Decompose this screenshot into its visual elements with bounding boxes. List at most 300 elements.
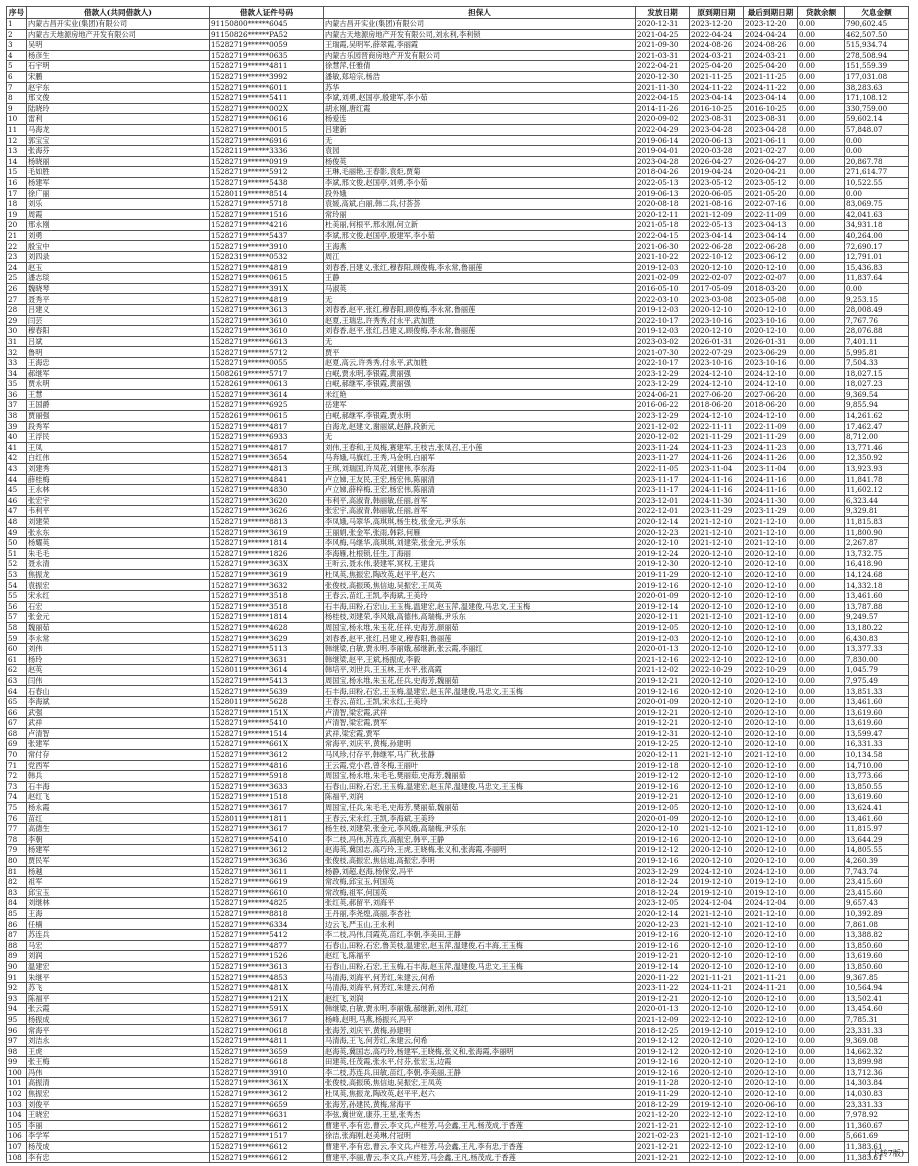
cell-original-due: 2027-06-20 [690,389,744,400]
cell-loan-balance: 0.00 [798,410,845,421]
cell-loan-balance: 0.00 [798,569,845,580]
cell-original-due: 2020-12-10 [690,697,744,708]
cell-issue-date: 2022-10-17 [636,315,690,326]
table-row [7,930,909,941]
cell-guarantor: 王静 [324,273,636,284]
cell-loan-balance: 0.00 [798,485,845,496]
cell-interest-owed: 13,644.29 [845,834,909,845]
cell-interest-owed: 177,031.08 [845,71,909,82]
cell-id-number: 15282719******4216 [210,220,324,231]
cell-borrower: 宋永红 [27,591,210,602]
cell-final-due: 2020-12-10 [744,834,798,845]
cell-issue-date: 2023-12-05 [636,898,690,909]
cell-original-due: 2020-12-10 [690,622,744,633]
cell-index: 94 [7,1004,27,1015]
cell-interest-owed: 5,661.69 [845,1131,909,1142]
cell-interest-owed: 13,388.82 [845,930,909,941]
cell-interest-owed: 11,602.12 [845,485,909,496]
cell-guarantor: 陈福平,刘润 [324,792,636,803]
cell-guarantor: 韦利平,高淑青,韩丽敏,任丽,首军 [324,495,636,506]
cell-final-due: 2020-12-10 [744,718,798,729]
cell-index: 25 [7,273,27,284]
cell-loan-balance: 0.00 [798,771,845,782]
cell-index: 49 [7,527,27,538]
cell-id-number: 15282719******6618 [210,1057,324,1068]
cell-issue-date: 2023-12-29 [636,866,690,877]
cell-original-due: 2024-03-21 [690,50,744,61]
cell-loan-balance: 0.00 [798,877,845,888]
cell-index: 18 [7,199,27,210]
cell-guarantor: 胡永刚,唐红霞 [324,103,636,114]
cell-borrower: 潘志琰 [27,273,210,284]
cell-issue-date: 2019-12-16 [636,580,690,591]
cell-issue-date: 2019-12-25 [636,739,690,750]
cell-final-due: 2020-12-10 [744,697,798,708]
cell-interest-owed: 15,436.83 [845,262,909,273]
table-row [7,167,909,178]
cell-final-due: 2020-12-10 [744,1004,798,1015]
cell-final-due: 2024-11-16 [744,485,798,496]
table-row [7,262,909,273]
cell-final-due: 2019-12-10 [744,877,798,888]
table-row [7,368,909,379]
cell-original-due: 2022-12-10 [690,1141,744,1152]
cell-interest-owed: 790,602.45 [845,19,909,30]
cell-id-number: 15282719******5410 [210,718,324,729]
cell-final-due: 2024-12-10 [744,368,798,379]
cell-guarantor: 贾平 [324,347,636,358]
cell-guarantor: 王琳,毛丽艳,王春影,袁炬,贾菊 [324,167,636,178]
cell-loan-balance: 0.00 [798,1088,845,1099]
cell-original-due: 2020-12-10 [690,633,744,644]
cell-original-due: 2020-12-10 [690,1067,744,1078]
cell-loan-balance: 0.00 [798,548,845,559]
cell-issue-date: 2023-11-17 [636,474,690,485]
cell-original-due: 2023-04-28 [690,124,744,135]
cell-guarantor: 韩培平,刘世兵,王玉林,王水平,张高霞 [324,665,636,676]
cell-loan-balance: 0.00 [798,326,845,337]
cell-final-due: 2020-12-10 [744,591,798,602]
cell-borrower: 焦振龙 [27,569,210,580]
table-row [7,686,909,697]
cell-issue-date: 2022-10-17 [636,358,690,369]
cell-borrower: 石丰海 [27,781,210,792]
cell-original-due: 2022-12-10 [690,1120,744,1131]
cell-interest-owed: 11,360.67 [845,1120,909,1131]
cell-final-due: 2022-11-09 [744,209,798,220]
cell-id-number: 15282719******002X [210,103,324,114]
cell-issue-date: 2021-12-16 [636,654,690,665]
cell-id-number: 15282719******0615 [210,273,324,284]
cell-id-number: 15282719******4628 [210,622,324,633]
cell-final-due: 2020-12-10 [744,739,798,750]
cell-id-number: 15282719******4813 [210,463,324,474]
cell-guarantor: 无 [324,294,636,305]
cell-issue-date: 2019-12-12 [636,771,690,782]
table-body [7,19,909,1163]
cell-index: 74 [7,792,27,803]
cell-issue-date: 2014-11-26 [636,103,690,114]
cell-original-due: 2024-12-10 [690,368,744,379]
cell-borrower: 张金元 [27,612,210,623]
cell-original-due: 2020-12-10 [690,802,744,813]
cell-interest-owed: 13,850.60 [845,940,909,951]
cell-issue-date: 2021-12-21 [636,1120,690,1131]
cell-guarantor: 杨俊英 [324,156,636,167]
table-row [7,1036,909,1047]
cell-borrower: 刘勇 [27,230,210,241]
cell-borrower: 祖军 [27,877,210,888]
cell-original-due: 2020-12-10 [690,993,744,1004]
cell-original-due: 2023-11-29 [690,506,744,517]
cell-original-due: 2020-12-10 [690,326,744,337]
table-row [7,527,909,538]
cell-issue-date: 2021-06-30 [636,241,690,252]
cell-final-due: 2023-05-12 [744,177,798,188]
cell-issue-date: 2023-12-29 [636,379,690,390]
table-row [7,940,909,951]
cell-final-due: 2021-11-29 [744,432,798,443]
cell-issue-date: 2019-12-16 [636,940,690,951]
cell-id-number: 15282719******5113 [210,644,324,655]
cell-original-due: 2020-12-10 [690,1046,744,1057]
cell-index: 12 [7,135,27,146]
cell-interest-owed: 28,008.49 [845,305,909,316]
cell-loan-balance: 0.00 [798,930,845,941]
cell-index: 37 [7,400,27,411]
cell-loan-balance: 0.00 [798,220,845,231]
table-row [7,919,909,930]
table-row [7,569,909,580]
cell-original-due: 2022-12-10 [690,654,744,665]
cell-id-number: 15282719******6933 [210,432,324,443]
cell-loan-balance: 0.00 [798,124,845,135]
cell-guarantor: 王春云,宋永红,王凯,李海斌,王美玲 [324,813,636,824]
cell-index: 48 [7,516,27,527]
cell-loan-balance: 0.00 [798,686,845,697]
cell-loan-balance: 0.00 [798,167,845,178]
cell-original-due: 2023-08-31 [690,114,744,125]
cell-issue-date: 2019-12-05 [636,622,690,633]
cell-index: 15 [7,167,27,178]
cell-final-due: 2022-12-10 [744,1120,798,1131]
cell-issue-date: 2018-12-29 [636,1099,690,1110]
table-row [7,601,909,612]
cell-final-due: 2020-12-10 [744,792,798,803]
cell-issue-date: 2019-12-03 [636,262,690,273]
cell-id-number: 15282719******0635 [210,50,324,61]
cell-borrower: 李丽 [27,1120,210,1131]
cell-interest-owed: 16,331.33 [845,739,909,750]
cell-guarantor: 曹建平,李丽,曹云,李文兵,卢桂芳,马会鑫,王凡,杨茂成,于香莲 [324,1152,636,1163]
cell-borrower: 贾丽强 [27,410,210,421]
cell-final-due: 2024-11-23 [744,442,798,453]
cell-id-number: 15282719******0015 [210,124,324,135]
cell-issue-date: 2019-12-18 [636,760,690,771]
cell-guarantor: 内蒙古乐园晋商房地产开发有限公司 [324,50,636,61]
cell-original-due: 2023-04-14 [690,93,744,104]
cell-index: 79 [7,845,27,856]
table-row [7,1110,909,1121]
cell-guarantor: 边云飞,严玉山,王永利 [324,919,636,930]
cell-loan-balance: 0.00 [798,792,845,803]
cell-id-number: 15282619******0613 [210,379,324,390]
cell-final-due: 2024-12-10 [744,379,798,390]
cell-borrower: 李学军 [27,1131,210,1142]
cell-interest-owed: 13,899.98 [845,1057,909,1068]
cell-loan-balance: 0.00 [798,718,845,729]
cell-borrower: 杨耀英 [27,538,210,549]
cell-loan-balance: 0.00 [798,951,845,962]
table-row [7,983,909,994]
cell-index: 60 [7,644,27,655]
cell-issue-date: 2020-12-14 [636,516,690,527]
cell-index: 59 [7,633,27,644]
cell-issue-date: 2020-01-09 [636,813,690,824]
table-row [7,220,909,231]
cell-index: 108 [7,1152,27,1163]
cell-final-due: 2023-12-20 [744,19,798,30]
cell-interest-owed: 20,867.78 [845,156,909,167]
cell-loan-balance: 0.00 [798,983,845,994]
cell-guarantor: 杨峰,赵明,马燕,杨振兴,冯平 [324,1014,636,1025]
cell-issue-date: 2019-04-01 [636,146,690,157]
cell-issue-date: 2019-12-21 [636,951,690,962]
cell-loan-balance: 0.00 [798,50,845,61]
cell-borrower: 陆晓玲 [27,103,210,114]
cell-id-number: 15282719******3612 [210,845,324,856]
cell-original-due: 2023-10-16 [690,358,744,369]
cell-loan-balance: 0.00 [798,591,845,602]
cell-loan-balance: 0.00 [798,1110,845,1121]
cell-issue-date: 2020-12-30 [636,71,690,82]
cell-id-number: 15282719******0055 [210,358,324,369]
cell-borrower: 王国爵 [27,400,210,411]
cell-interest-owed: 11,800.90 [845,527,909,538]
cell-guarantor: 吕建新 [324,124,636,135]
cell-guarantor: 杜凤英,焦振龙,陶改英,赵平平,赵六 [324,1088,636,1099]
cell-id-number: 15280119******5628 [210,697,324,708]
cell-loan-balance: 0.00 [798,114,845,125]
table-row [7,1152,909,1163]
cell-original-due: 2020-12-10 [690,1004,744,1015]
cell-borrower: 杨建军 [27,845,210,856]
cell-id-number: 15282719******5712 [210,347,324,358]
cell-guarantor: 常海平,刘庆平,黄梅,孙建明 [324,739,636,750]
cell-interest-owed: 34,931.18 [845,220,909,231]
cell-guarantor: 周国宝,杨永堆,朱玉花,任兵,史海芳,魏丽茹 [324,675,636,686]
cell-loan-balance: 0.00 [798,474,845,485]
cell-interest-owed: 5,995.81 [845,347,909,358]
cell-final-due: 2024-08-26 [744,40,798,51]
cell-original-due: 2021-12-09 [690,209,744,220]
cell-loan-balance: 0.00 [798,675,845,686]
cell-borrower: 杨振成 [27,1014,210,1025]
cell-guarantor: 马清海,王飞,何芳红,朱建云,何希 [324,1036,636,1047]
cell-issue-date: 2019-12-12 [636,1036,690,1047]
cell-borrower: 白红伟 [27,453,210,464]
cell-id-number: 15282719******6610 [210,887,324,898]
cell-guarantor: 张海芳,刘庆平,黄梅,孙建明 [324,1025,636,1036]
table-row [7,474,909,485]
cell-id-number: 15282719******4877 [210,940,324,951]
table-row [7,453,909,464]
cell-id-number: 15282719******8818 [210,908,324,919]
cell-original-due: 2020-12-10 [690,262,744,273]
cell-loan-balance: 0.00 [798,1014,845,1025]
cell-id-number: 15282719******4816 [210,760,324,771]
table-row [7,485,909,496]
table-row [7,898,909,909]
cell-id-number: 15282719******3659 [210,1046,324,1057]
cell-issue-date: 2019-12-16 [636,855,690,866]
cell-loan-balance: 0.00 [798,82,845,93]
cell-borrower: 张海芬 [27,146,210,157]
cell-issue-date: 2020-12-23 [636,919,690,930]
cell-guarantor: 赵红飞,刘润 [324,993,636,1004]
cell-interest-owed: 13,619.60 [845,707,909,718]
cell-original-due: 2022-10-29 [690,665,744,676]
cell-interest-owed: 7,743.74 [845,866,909,877]
cell-final-due: 2026-04-27 [744,156,798,167]
cell-loan-balance: 0.00 [798,697,845,708]
cell-interest-owed: 13,461.60 [845,813,909,824]
cell-issue-date: 2021-02-23 [636,1131,690,1142]
cell-id-number: 15282719******4817 [210,442,324,453]
cell-borrower: 马海龙 [27,124,210,135]
cell-borrower: 闫芸 [27,315,210,326]
table-row [7,442,909,453]
cell-id-number: 15282719******3636 [210,855,324,866]
table-row [7,559,909,570]
cell-issue-date: 2016-05-10 [636,283,690,294]
cell-id-number: 15282719******1514 [210,728,324,739]
cell-id-number: 15282719******4841 [210,474,324,485]
cell-issue-date: 2020-12-11 [636,612,690,623]
cell-loan-balance: 0.00 [798,824,845,835]
cell-borrower: 刘洁永 [27,1036,210,1047]
header-original-due: 原到期日期 [690,7,744,19]
cell-guarantor: 李海雁,杜根锁,任生,丁海丽 [324,548,636,559]
cell-id-number: 15282719******6631 [210,1110,324,1121]
table-row [7,887,909,898]
cell-final-due: 2024-12-10 [744,866,798,877]
table-row [7,252,909,263]
cell-guarantor: 石丰海,田粉,石宏,王玉梅,温建宏,赵玉萍,温建俊,马忠文,王玉梅 [324,686,636,697]
cell-id-number: 15282719******5438 [210,177,324,188]
cell-index: 27 [7,294,27,305]
cell-issue-date: 2020-01-13 [636,1004,690,1015]
cell-interest-owed: 11,383.61 [845,1141,909,1152]
cell-final-due: 2021-12-10 [744,538,798,549]
cell-guarantor: 石春山,田粉,石宏,鲁芙枝,温建宏,赵玉萍,温建俊,石丰海,王玉梅 [324,940,636,951]
cell-interest-owed: 9,367.85 [845,972,909,983]
cell-original-due: 2020-12-10 [690,961,744,972]
header-final-due: 最后到期日期 [744,7,798,19]
cell-index: 24 [7,262,27,273]
cell-index: 69 [7,739,27,750]
cell-borrower: 雷利 [27,114,210,125]
cell-interest-owed: 13,923.93 [845,463,909,474]
cell-original-due: 2021-12-10 [690,908,744,919]
cell-loan-balance: 0.00 [798,379,845,390]
cell-guarantor: 王丹丽,李尧煌,高丽,李杏社 [324,908,636,919]
cell-index: 71 [7,760,27,771]
cell-final-due: 2020-12-10 [744,707,798,718]
cell-original-due: 2020-12-10 [690,771,744,782]
cell-loan-balance: 0.00 [798,283,845,294]
cell-index: 1 [7,19,27,30]
cell-original-due: 2020-12-10 [690,834,744,845]
cell-issue-date: 2018-12-24 [636,887,690,898]
cell-interest-owed: 13,461.60 [845,591,909,602]
cell-final-due: 2020-12-10 [744,728,798,739]
cell-borrower: 王永林 [27,485,210,496]
cell-guarantor: 武祥,梁宏霞,贾军 [324,728,636,739]
cell-final-due: 2020-12-10 [744,548,798,559]
table-row [7,622,909,633]
table-row [7,230,909,241]
cell-loan-balance: 0.00 [798,103,845,114]
cell-borrower: 韩兵 [27,771,210,782]
cell-index: 70 [7,749,27,760]
cell-guarantor: 周国宝,杨永堆,朱玉花,任祥,史海芳,颜丽茹 [324,622,636,633]
cell-issue-date: 2021-12-21 [636,1141,690,1152]
cell-borrower: 郝继军 [27,368,210,379]
cell-guarantor: 王瑞霞,吴明军,薛翠霞,李丽霞 [324,40,636,51]
cell-final-due: 2021-11-21 [744,972,798,983]
cell-id-number: 15282719******151X [210,707,324,718]
table-row [7,665,909,676]
table-row [7,961,909,972]
cell-index: 39 [7,421,27,432]
cell-final-due: 2020-12-10 [744,644,798,655]
cell-loan-balance: 0.00 [798,1131,845,1142]
cell-id-number: 15282719******3612 [210,1088,324,1099]
cell-interest-owed: 9,369.08 [845,1036,909,1047]
table-row [7,707,909,718]
cell-issue-date: 2023-03-02 [636,336,690,347]
table-row [7,506,909,517]
cell-index: 102 [7,1088,27,1099]
cell-id-number: 15282719******121X [210,993,324,1004]
cell-final-due: 2022-10-29 [744,665,798,676]
cell-original-due: 2020-12-10 [690,760,744,771]
cell-loan-balance: 0.00 [798,347,845,358]
cell-guarantor: 杨静,刘超,赵海,杨保安,冯平 [324,866,636,877]
cell-issue-date: 2022-03-10 [636,294,690,305]
cell-final-due: 2027-06-20 [744,389,798,400]
cell-id-number: 15282719******0919 [210,156,324,167]
cell-id-number: 15282719******4817 [210,421,324,432]
cell-original-due: 2021-12-10 [690,1131,744,1142]
cell-id-number: 91150800******6045 [210,19,324,30]
cell-interest-owed: 23,331.33 [845,1025,909,1036]
cell-interest-owed: 0.00 [845,146,909,157]
cell-interest-owed: 14,261.62 [845,410,909,421]
cell-interest-owed: 10,522.55 [845,177,909,188]
cell-index: 2 [7,29,27,40]
cell-original-due: 2018-06-20 [690,400,744,411]
cell-final-due: 2022-12-10 [744,1141,798,1152]
cell-original-due: 2023-03-08 [690,294,744,305]
cell-id-number: 15282719******0616 [210,114,324,125]
cell-id-number: 15282719******5639 [210,686,324,697]
cell-id-number: 15282719******6613 [210,336,324,347]
cell-loan-balance: 0.00 [798,230,845,241]
cell-interest-owed: 8,712.00 [845,432,909,443]
cell-final-due: 2019-12-10 [744,887,798,898]
